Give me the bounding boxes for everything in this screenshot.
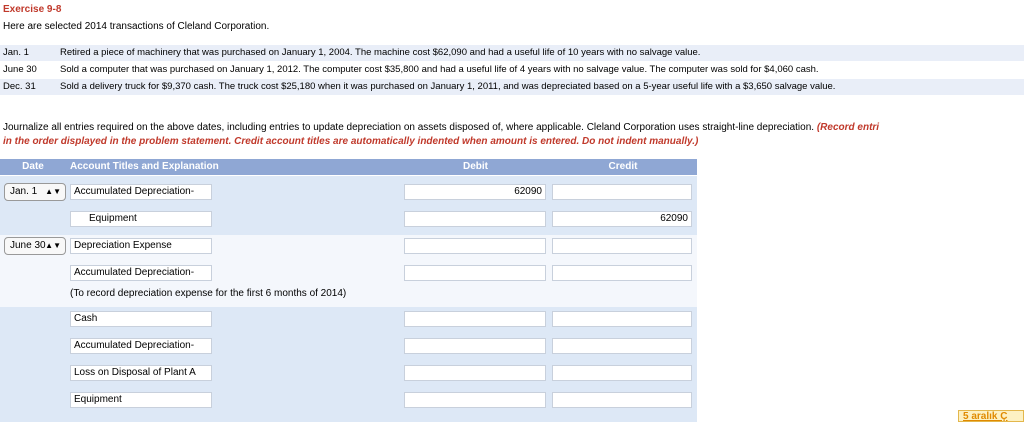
select-arrows-icon: ▲▼: [45, 241, 61, 250]
entry-explanation: (To record depreciation expense for the first 6 months of 2014): [70, 288, 347, 299]
debit-input[interactable]: [404, 311, 546, 327]
instructions-emphasis-2: in the order displayed in the problem statement. Credit account titles are automatically indented when amount is entered. Do not indent manually.): [3, 136, 699, 147]
debit-input[interactable]: [404, 365, 546, 381]
debit-input[interactable]: [404, 338, 546, 354]
instructions-emphasis-1: (Record entri: [816, 122, 880, 133]
instructions: [3, 121, 1024, 149]
transaction-text: Sold a delivery truck for $9,370 cash. The truck cost $25,180 when it was purchased on January 1, 2011, and was depreciated based on a 5-year useful life with a $3,650 salvage value.: [60, 81, 836, 92]
credit-input[interactable]: [552, 238, 692, 254]
credit-input[interactable]: 62090: [552, 211, 692, 227]
account-input[interactable]: Equipment: [70, 211, 212, 227]
header-credit: Credit: [549, 159, 697, 175]
date-select-value: Jan. 1: [10, 186, 38, 197]
transaction-row: [0, 62, 1024, 78]
header-date: Date: [0, 159, 66, 175]
select-arrows-icon: ▲▼: [45, 187, 61, 196]
instructions-text: Journalize all entries required on the above dates, including entries to update depreciation on assets disposed of, where applicable. Cleland Corporation uses straight-line depreciation.: [3, 122, 817, 133]
account-input[interactable]: Equipment: [70, 392, 212, 408]
credit-input[interactable]: [552, 392, 692, 408]
debit-input[interactable]: [404, 238, 546, 254]
credit-input[interactable]: [552, 338, 692, 354]
date-select[interactable]: [4, 183, 66, 201]
transaction-text: Sold a computer that was purchased on January 1, 2012. The computer cost $35,800 and had a useful life of 4 years with no salvage value. The computer was sold for $4,060 cash.: [60, 64, 819, 75]
debit-input[interactable]: [404, 211, 546, 227]
header-debit: Debit: [402, 159, 549, 175]
account-input[interactable]: Depreciation Expense: [70, 238, 212, 254]
transaction-row: [0, 45, 1024, 61]
exercise-intro: Here are selected 2014 transactions of Cleland Corporation.: [3, 21, 270, 32]
transaction-date: June 30: [3, 64, 37, 75]
debit-input[interactable]: [404, 265, 546, 281]
transaction-row: [0, 79, 1024, 95]
credit-input[interactable]: [552, 265, 692, 281]
header-account: Account Titles and Explanation: [66, 159, 402, 175]
account-input[interactable]: Accumulated Depreciation-: [70, 184, 212, 200]
account-input[interactable]: Loss on Disposal of Plant A: [70, 365, 212, 381]
credit-input[interactable]: [552, 311, 692, 327]
transaction-text: Retired a piece of machinery that was purchased on January 1, 2004. The machine cost $62,090 and had a useful life of 10 years with no salvage value.: [60, 47, 701, 58]
account-input[interactable]: Accumulated Depreciation-: [70, 265, 212, 281]
quiz-tab-link[interactable]: 5 aralık Ç: [958, 410, 1024, 422]
debit-input[interactable]: [404, 392, 546, 408]
account-input[interactable]: Accumulated Depreciation-: [70, 338, 212, 354]
exercise-title: Exercise 9-8: [3, 4, 62, 15]
account-input[interactable]: Cash: [70, 311, 212, 327]
debit-input[interactable]: 62090: [404, 184, 546, 200]
date-select[interactable]: [4, 237, 66, 255]
transaction-date: Jan. 1: [3, 47, 29, 58]
credit-input[interactable]: [552, 365, 692, 381]
transaction-date: Dec. 31: [3, 81, 36, 92]
date-select-value: June 30: [10, 240, 46, 251]
credit-input[interactable]: [552, 184, 692, 200]
